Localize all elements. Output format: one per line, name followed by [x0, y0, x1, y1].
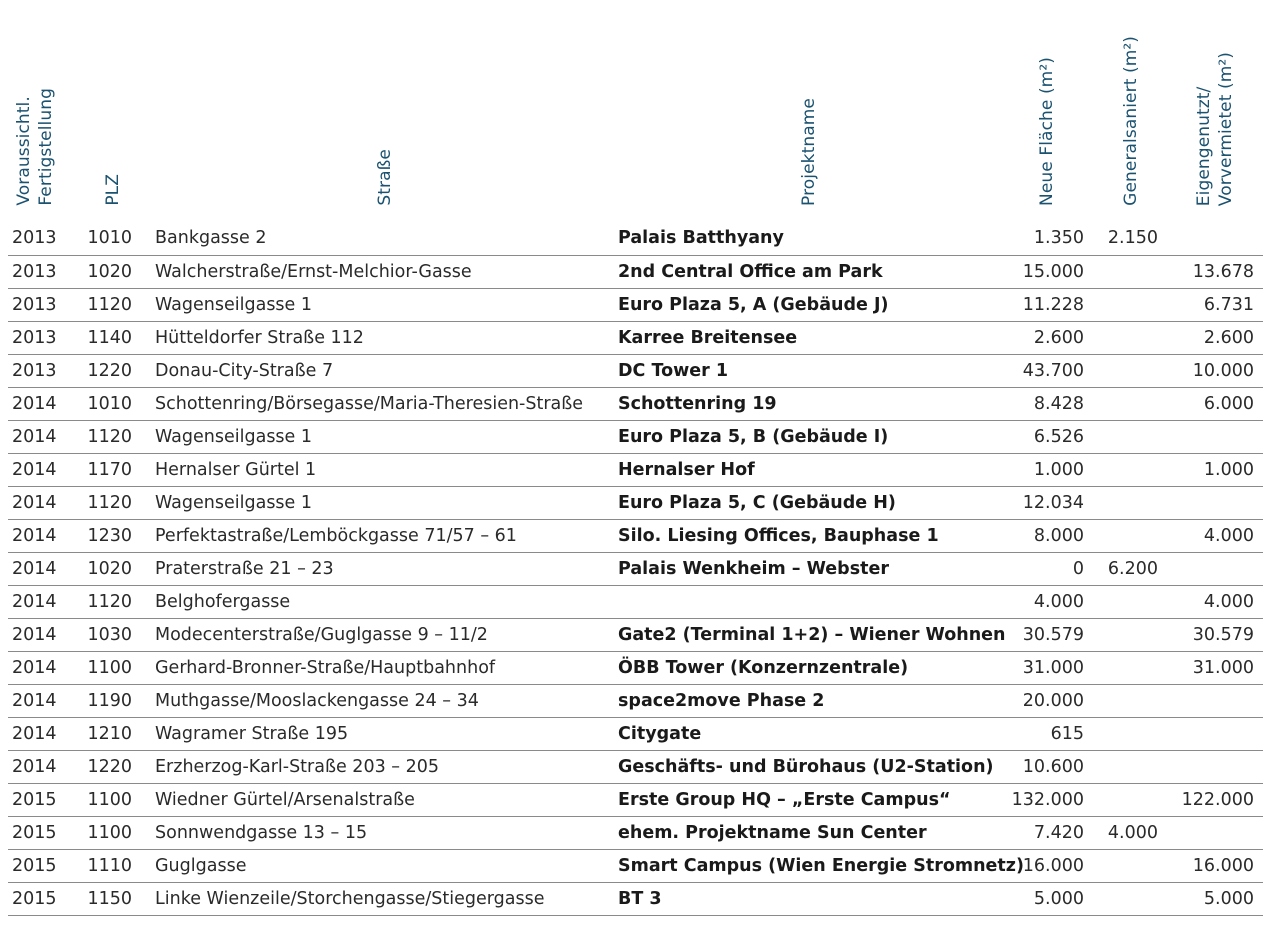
plz-cell: 1230	[87, 526, 132, 546]
plz-cell: 1120	[87, 427, 132, 447]
neue-flaeche-cell: 20.000	[1022, 691, 1084, 711]
table-row	[8, 850, 1263, 883]
projektname-cell: Hernalser Hof	[618, 460, 755, 480]
eigengenutzt-cell: 1.000	[1203, 460, 1254, 480]
neue-flaeche-cell: 5.000	[1033, 889, 1084, 909]
neue-flaeche-cell: 615	[1050, 724, 1084, 744]
header-generalsaniert-label: Generalsaniert (m²)	[1121, 36, 1141, 206]
eigengenutzt-cell: 122.000	[1181, 790, 1254, 810]
eigengenutzt-cell: 16.000	[1192, 856, 1254, 876]
eigengenutzt-cell: 10.000	[1192, 361, 1254, 381]
generalsaniert-cell: 6.200	[1107, 559, 1158, 579]
neue-flaeche-cell: 1.350	[1033, 228, 1084, 248]
table-row	[8, 520, 1263, 553]
strasse-cell: Schottenring/Börsegasse/Maria-Theresien-Straße	[155, 394, 584, 414]
strasse-cell: Wagramer Straße 195	[155, 724, 349, 744]
plz-cell: 1020	[87, 559, 132, 579]
neue-flaeche-cell: 8.428	[1033, 394, 1084, 414]
year-cell: 2014	[12, 691, 57, 711]
table-row	[8, 553, 1263, 586]
neue-flaeche-cell: 31.000	[1022, 658, 1084, 678]
strasse-cell: Belghofergasse	[155, 592, 291, 612]
strasse-cell: Sonnwendgasse 13 – 15	[155, 823, 368, 843]
neue-flaeche-cell: 15.000	[1022, 262, 1084, 282]
neue-flaeche-cell: 7.420	[1033, 823, 1084, 843]
table-row	[8, 256, 1263, 289]
header-neue-flaeche-label: Neue Fläche (m²)	[1037, 57, 1057, 206]
plz-cell: 1110	[87, 856, 132, 876]
year-cell: 2015	[12, 889, 57, 909]
projektname-cell: Euro Plaza 5, C (Gebäude H)	[618, 493, 896, 513]
header-plz-label: PLZ	[103, 174, 123, 206]
projektname-cell: DC Tower 1	[618, 361, 729, 381]
plz-cell: 1100	[87, 790, 132, 810]
strasse-cell: Donau-City-Straße 7	[155, 361, 334, 381]
neue-flaeche-cell: 8.000	[1033, 526, 1084, 546]
table-row	[8, 751, 1263, 784]
neue-flaeche-cell: 10.600	[1022, 757, 1084, 777]
eigengenutzt-cell: 13.678	[1192, 262, 1254, 282]
table-row	[8, 454, 1263, 487]
neue-flaeche-cell: 6.526	[1033, 427, 1084, 447]
eigengenutzt-cell: 6.000	[1203, 394, 1254, 414]
generalsaniert-cell: 4.000	[1107, 823, 1158, 843]
plz-cell: 1220	[87, 361, 132, 381]
table-row	[8, 586, 1263, 619]
plz-cell: 1190	[87, 691, 132, 711]
eigengenutzt-cell: 31.000	[1192, 658, 1254, 678]
table-row	[8, 421, 1263, 454]
projektname-cell: ÖBB Tower (Konzernzentrale)	[618, 658, 909, 678]
header-projektname-label: Projektname	[799, 98, 819, 206]
year-cell: 2014	[12, 658, 57, 678]
projektname-cell: Euro Plaza 5, A (Gebäude J)	[618, 295, 889, 315]
neue-flaeche-cell: 12.034	[1022, 493, 1084, 513]
strasse-cell: Gerhard-Bronner-Straße/Hauptbahnhof	[155, 658, 496, 678]
year-cell: 2014	[12, 559, 57, 579]
table-row	[8, 883, 1263, 916]
plz-cell: 1170	[87, 460, 132, 480]
year-cell: 2014	[12, 625, 57, 645]
strasse-cell: Hütteldorfer Straße 112	[155, 328, 364, 348]
neue-flaeche-cell: 4.000	[1033, 592, 1084, 612]
table-row	[8, 619, 1263, 652]
eigengenutzt-cell: 4.000	[1203, 526, 1254, 546]
table-row	[8, 784, 1263, 817]
plz-cell: 1100	[87, 658, 132, 678]
year-cell: 2014	[12, 592, 57, 612]
strasse-cell: Wiedner Gürtel/Arsenalstraße	[155, 790, 415, 810]
table-row	[8, 322, 1263, 355]
plz-cell: 1100	[87, 823, 132, 843]
header-strasse-label: Straße	[375, 149, 395, 206]
year-cell: 2013	[12, 361, 57, 381]
neue-flaeche-cell: 2.600	[1033, 328, 1084, 348]
strasse-cell: Hernalser Gürtel 1	[155, 460, 317, 480]
projektname-cell: Geschäfts- und Bürohaus (U2-Station)	[618, 757, 994, 777]
eigengenutzt-cell: 2.600	[1203, 328, 1254, 348]
projektname-cell: Karree Breitensee	[618, 328, 798, 348]
strasse-cell: Perfektastraße/Lemböckgasse 71/57 – 61	[155, 526, 517, 546]
eigengenutzt-cell: 30.579	[1192, 625, 1254, 645]
projektname-cell: 2nd Central Office am Park	[618, 262, 883, 282]
table-body	[8, 222, 1263, 916]
eigengenutzt-cell: 5.000	[1203, 889, 1254, 909]
table-row	[8, 222, 1263, 256]
projektname-cell: Schottenring 19	[618, 394, 777, 414]
projektname-cell: Gate2 (Terminal 1+2) – Wiener Wohnen	[618, 625, 1006, 645]
projektname-cell: Palais Wenkheim – Webster	[618, 559, 889, 579]
table-row	[8, 718, 1263, 751]
table-row	[8, 388, 1263, 421]
strasse-cell: Wagenseilgasse 1	[155, 493, 313, 513]
projektname-cell: space2move Phase 2	[618, 691, 825, 711]
plz-cell: 1010	[87, 228, 132, 248]
neue-flaeche-cell: 132.000	[1011, 790, 1084, 810]
generalsaniert-cell: 2.150	[1107, 228, 1158, 248]
neue-flaeche-cell: 16.000	[1022, 856, 1084, 876]
strasse-cell: Wagenseilgasse 1	[155, 295, 313, 315]
neue-flaeche-cell: 0	[1072, 559, 1084, 579]
plz-cell: 1120	[87, 493, 132, 513]
projektname-cell: Erste Group HQ – „Erste Campus“	[618, 790, 951, 810]
eigengenutzt-cell: 6.731	[1203, 295, 1254, 315]
plz-cell: 1010	[87, 394, 132, 414]
table-row	[8, 685, 1263, 718]
strasse-cell: Muthgasse/Mooslackengasse 24 – 34	[155, 691, 479, 711]
strasse-cell: Wagenseilgasse 1	[155, 427, 313, 447]
year-cell: 2014	[12, 427, 57, 447]
projektname-cell: Smart Campus (Wien Energie Stromnetz)	[618, 856, 1024, 876]
plz-cell: 1220	[87, 757, 132, 777]
plz-cell: 1210	[87, 724, 132, 744]
strasse-cell: Modecenterstraße/Guglgasse 9 – 11/2	[155, 625, 488, 645]
neue-flaeche-cell: 1.000	[1033, 460, 1084, 480]
eigengenutzt-cell: 4.000	[1203, 592, 1254, 612]
year-cell: 2013	[12, 328, 57, 348]
neue-flaeche-cell: 11.228	[1022, 295, 1084, 315]
projektname-cell: Euro Plaza 5, B (Gebäude I)	[618, 427, 889, 447]
projektname-cell: Citygate	[618, 724, 702, 744]
projektname-cell: Palais Batthyany	[618, 228, 784, 248]
year-cell: 2015	[12, 823, 57, 843]
header-eigengenutzt-label: Eigengenutzt/ Vorvermietet (m²)	[1194, 51, 1236, 206]
strasse-cell: Walcherstraße/Ernst-Melchior-Gasse	[155, 262, 472, 282]
plz-cell: 1020	[87, 262, 132, 282]
plz-cell: 1150	[87, 889, 132, 909]
strasse-cell: Bankgasse 2	[155, 228, 267, 248]
strasse-cell: Erzherzog-Karl-Straße 203 – 205	[155, 757, 439, 777]
strasse-cell: Linke Wienzeile/Storchengasse/Stiegergasse	[155, 889, 545, 909]
header-year-label: Voraussichtl. Fertigstellung	[14, 88, 56, 206]
neue-flaeche-cell: 43.700	[1022, 361, 1084, 381]
year-cell: 2014	[12, 526, 57, 546]
plz-cell: 1120	[87, 295, 132, 315]
strasse-cell: Guglgasse	[155, 856, 247, 876]
year-cell: 2014	[12, 394, 57, 414]
year-cell: 2014	[12, 724, 57, 744]
table-row	[8, 289, 1263, 322]
table-row	[8, 817, 1263, 850]
year-cell: 2014	[12, 757, 57, 777]
plz-cell: 1140	[87, 328, 132, 348]
plz-cell: 1120	[87, 592, 132, 612]
year-cell: 2015	[12, 856, 57, 876]
table-row	[8, 487, 1263, 520]
projektname-cell: BT 3	[618, 889, 662, 909]
year-cell: 2014	[12, 493, 57, 513]
year-cell: 2015	[12, 790, 57, 810]
projektname-cell: Silo. Liesing Offices, Bauphase 1	[618, 526, 939, 546]
strasse-cell: Praterstraße 21 – 23	[155, 559, 334, 579]
neue-flaeche-cell: 30.579	[1022, 625, 1084, 645]
projektname-cell: ehem. Projektname Sun Center	[618, 823, 927, 843]
year-cell: 2013	[12, 262, 57, 282]
table-row	[8, 652, 1263, 685]
year-cell: 2013	[12, 295, 57, 315]
table-row	[8, 355, 1263, 388]
plz-cell: 1030	[87, 625, 132, 645]
year-cell: 2013	[12, 228, 57, 248]
year-cell: 2014	[12, 460, 57, 480]
